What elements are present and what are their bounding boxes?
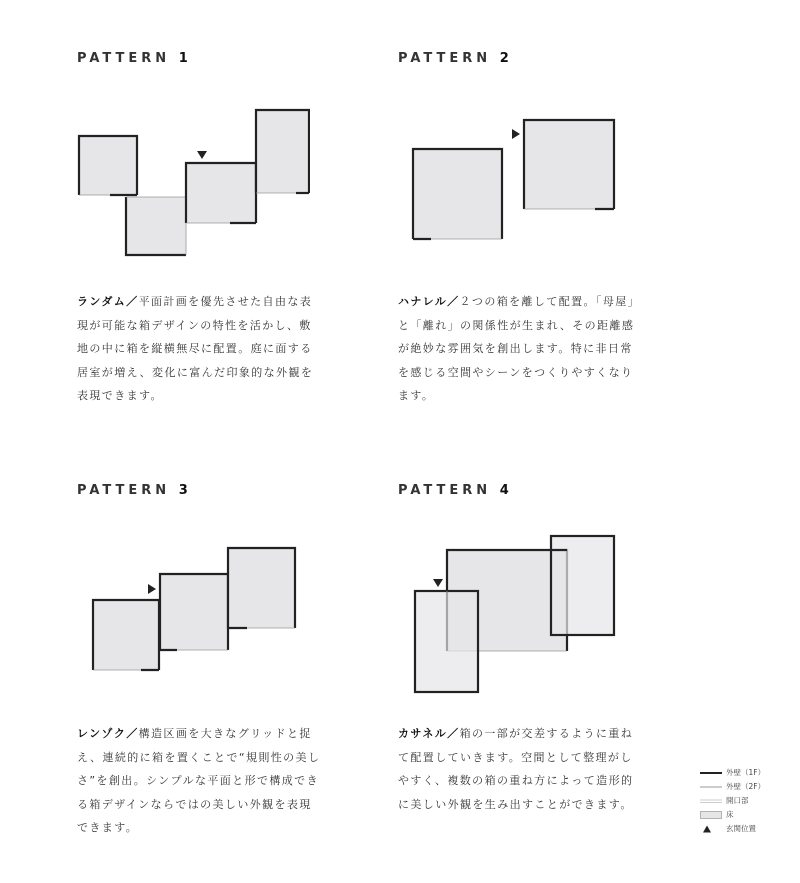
pattern-2-diagram: [405, 110, 625, 250]
legend: [700, 766, 765, 836]
pattern-4-label: PATTERN: [398, 483, 492, 498]
box-4-left: [415, 591, 478, 692]
pattern-4-name: カサネル／: [398, 727, 460, 740]
legend-item-opening: 開口部: [700, 794, 765, 808]
legend-item-wall-2f: 外壁（2F）: [700, 780, 765, 794]
pattern-1-label: PATTERN: [77, 51, 171, 66]
pattern-1-name: ランダム／: [77, 295, 139, 308]
double-line-icon: [700, 798, 722, 804]
thin-line-icon: [700, 784, 722, 790]
box-2a: [413, 149, 502, 239]
pattern-3-name: レンゾク／: [77, 727, 139, 740]
box-3b: [160, 574, 228, 650]
pattern-3-description: レンゾク／構造区画を大きなグリッドと捉え、連続的に箱を置くことで“規則性の美しさ”を創出。シンプルな平面と形で構成できる箱デザインならではの美しい外観を表現できます。: [77, 727, 321, 834]
box-1a: [79, 136, 137, 195]
box-1c: [186, 163, 256, 223]
pattern-2-description: ハナレル／２つの箱を離して配置。「母屋」と「離れ」の関係性が生まれ、その距離感が絶妙な雰囲気を創出します。特に非日常を感じる空間やシーンをつくりやすくなります。: [398, 295, 641, 402]
pattern-1-number: 1: [178, 51, 192, 66]
pattern-4-description: カサネル／箱の一部が交差するように重ねて配置していきます。空間として整理がしやすく、複数の箱の重ね方によって造形的に美しい外観を生み出すことができます。: [398, 727, 634, 811]
pattern-1-title: [77, 51, 192, 66]
entrance-marker-icon: [148, 584, 156, 594]
pattern-2-title: [398, 51, 513, 66]
triangle-icon: [700, 825, 722, 833]
entrance-marker-icon: [197, 151, 207, 159]
pattern-3-diagram: [85, 540, 305, 680]
pattern-4-title: [398, 483, 513, 498]
entrance-marker-icon: [512, 129, 520, 139]
pattern-3-number: 3: [178, 483, 192, 498]
box-3a: [93, 600, 159, 670]
pattern-2-label: PATTERN: [398, 51, 492, 66]
legend-item-wall-1f: 外壁（1F）: [700, 766, 765, 780]
pattern-4-diagram: [405, 525, 625, 700]
floor-swatch-icon: [700, 811, 722, 819]
pattern-2-name: ハナレル／: [398, 295, 460, 308]
pattern-3-title: [77, 483, 192, 498]
box-3c: [228, 548, 295, 628]
pattern-4-number: 4: [499, 483, 513, 498]
pattern-2-number: 2: [499, 51, 513, 66]
thick-line-icon: [700, 770, 722, 776]
pattern-3-label: PATTERN: [77, 483, 171, 498]
box-2b: [524, 120, 614, 209]
pattern-1-description: ランダム／平面計画を優先させた自由な表現が可能な箱デザインの特性を活かし、敷地の中に箱を縦横無尽に配置。庭に面する居室が増え、変化に富んだ印象的な外観を表現できます。: [77, 295, 314, 402]
entrance-marker-icon: [433, 579, 443, 587]
pattern-1-diagram: [70, 100, 310, 270]
box-1d: [256, 110, 309, 193]
legend-item-entrance: 玄関位置: [700, 822, 765, 836]
box-1b: [126, 197, 186, 255]
legend-item-floor: 床: [700, 808, 765, 822]
